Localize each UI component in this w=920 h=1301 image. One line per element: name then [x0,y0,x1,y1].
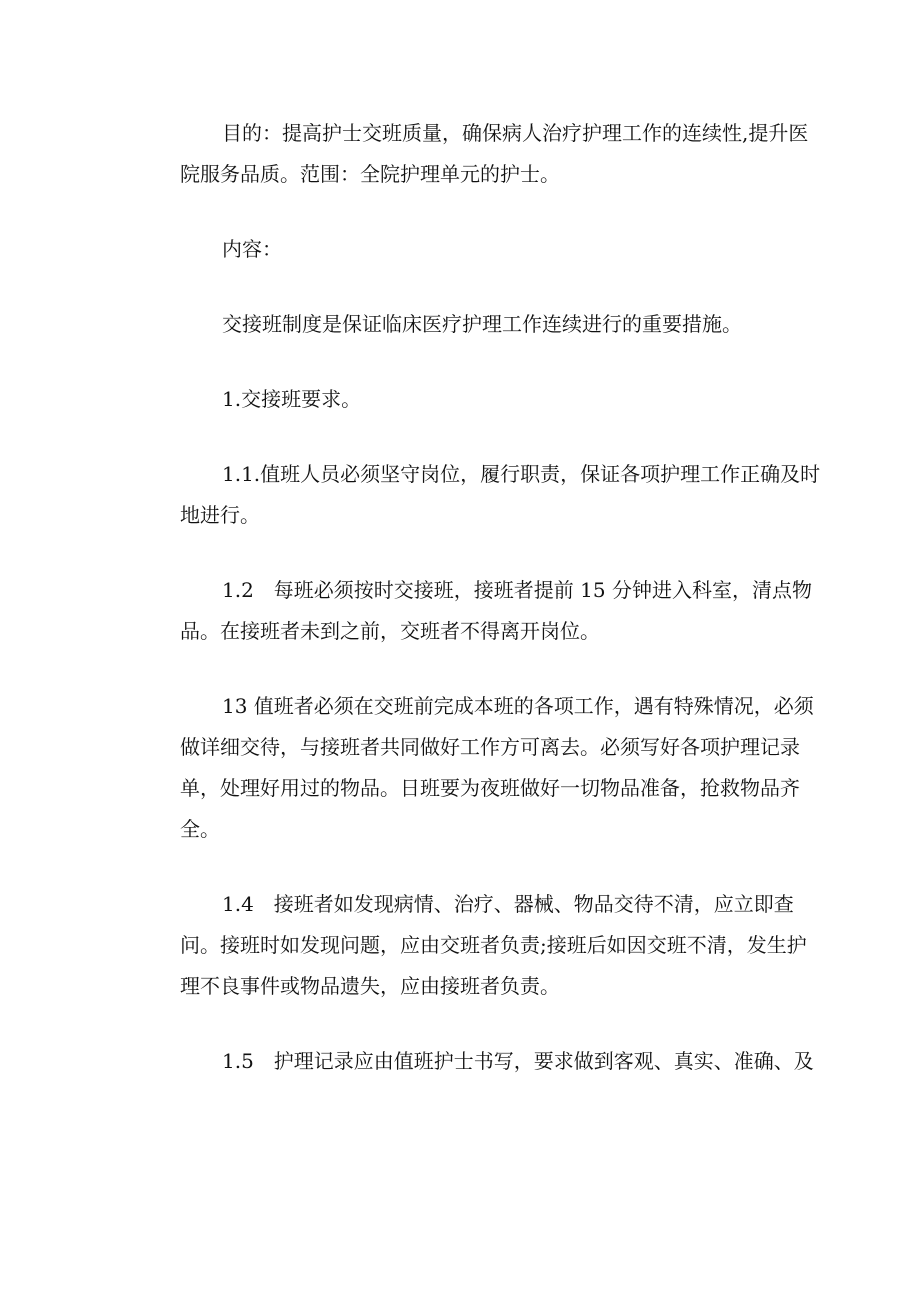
paragraph-1-1 [138,454,821,536]
text-line: 全。 [180,817,220,841]
document-body [138,113,821,1116]
text-line: 1.5 护理记录应由值班护士书写，要求做到客观、真实、准确、及 [222,1049,814,1073]
paragraph-1-4 [138,884,807,1007]
text-line: 单，处理好用过的物品。日班要为夜班做好一切物品准备，抢救物品齐 [180,776,800,800]
text-line: 13 值班者必须在交班前完成本班的各项工作，遇有特殊情况，必须 [222,694,814,718]
paragraph-1-5 [138,1041,814,1082]
paragraph-content-heading [138,229,778,270]
text-line: 问。接班时如发现问题，应由交班者负责;接班后如因交班不清，发生护 [180,933,807,957]
section-heading-1 [138,379,778,420]
text-line: 1.2 每班必须按时交接班，接班者提前 15 分钟进入科室，清点物 [222,578,812,602]
text-line: 理不良事件或物品遗失，应由接班者负责。 [180,974,560,998]
text-line: 内容： [222,237,282,261]
text-line: 品。在接班者未到之前，交班者不得离开岗位。 [180,619,600,643]
text-line: 1.4 接班者如发现病情、治疗、器械、物品交待不清，应立即查 [222,892,794,916]
text-line: 1.交接班要求。 [222,387,362,411]
paragraph-1-2 [138,570,812,652]
text-line: 1.1.值班人员必须坚守岗位，履行职责，保证各项护理工作正确及时 [222,462,821,486]
text-line: 院服务品质。范围：全院护理单元的护士。 [180,162,560,186]
text-line: 做详细交待，与接班者共同做好工作方可离去。必须写好各项护理记录 [180,735,800,759]
paragraph-purpose-scope [138,113,809,195]
text-line: 目的：提高护士交班质量，确保病人治疗护理工作的连续性,提升医 [222,121,809,145]
paragraph-intro [138,304,778,345]
text-line: 地进行。 [180,503,260,527]
paragraph-1-3 [138,686,814,850]
text-line: 交接班制度是保证临床医疗护理工作连续进行的重要措施。 [222,312,742,336]
